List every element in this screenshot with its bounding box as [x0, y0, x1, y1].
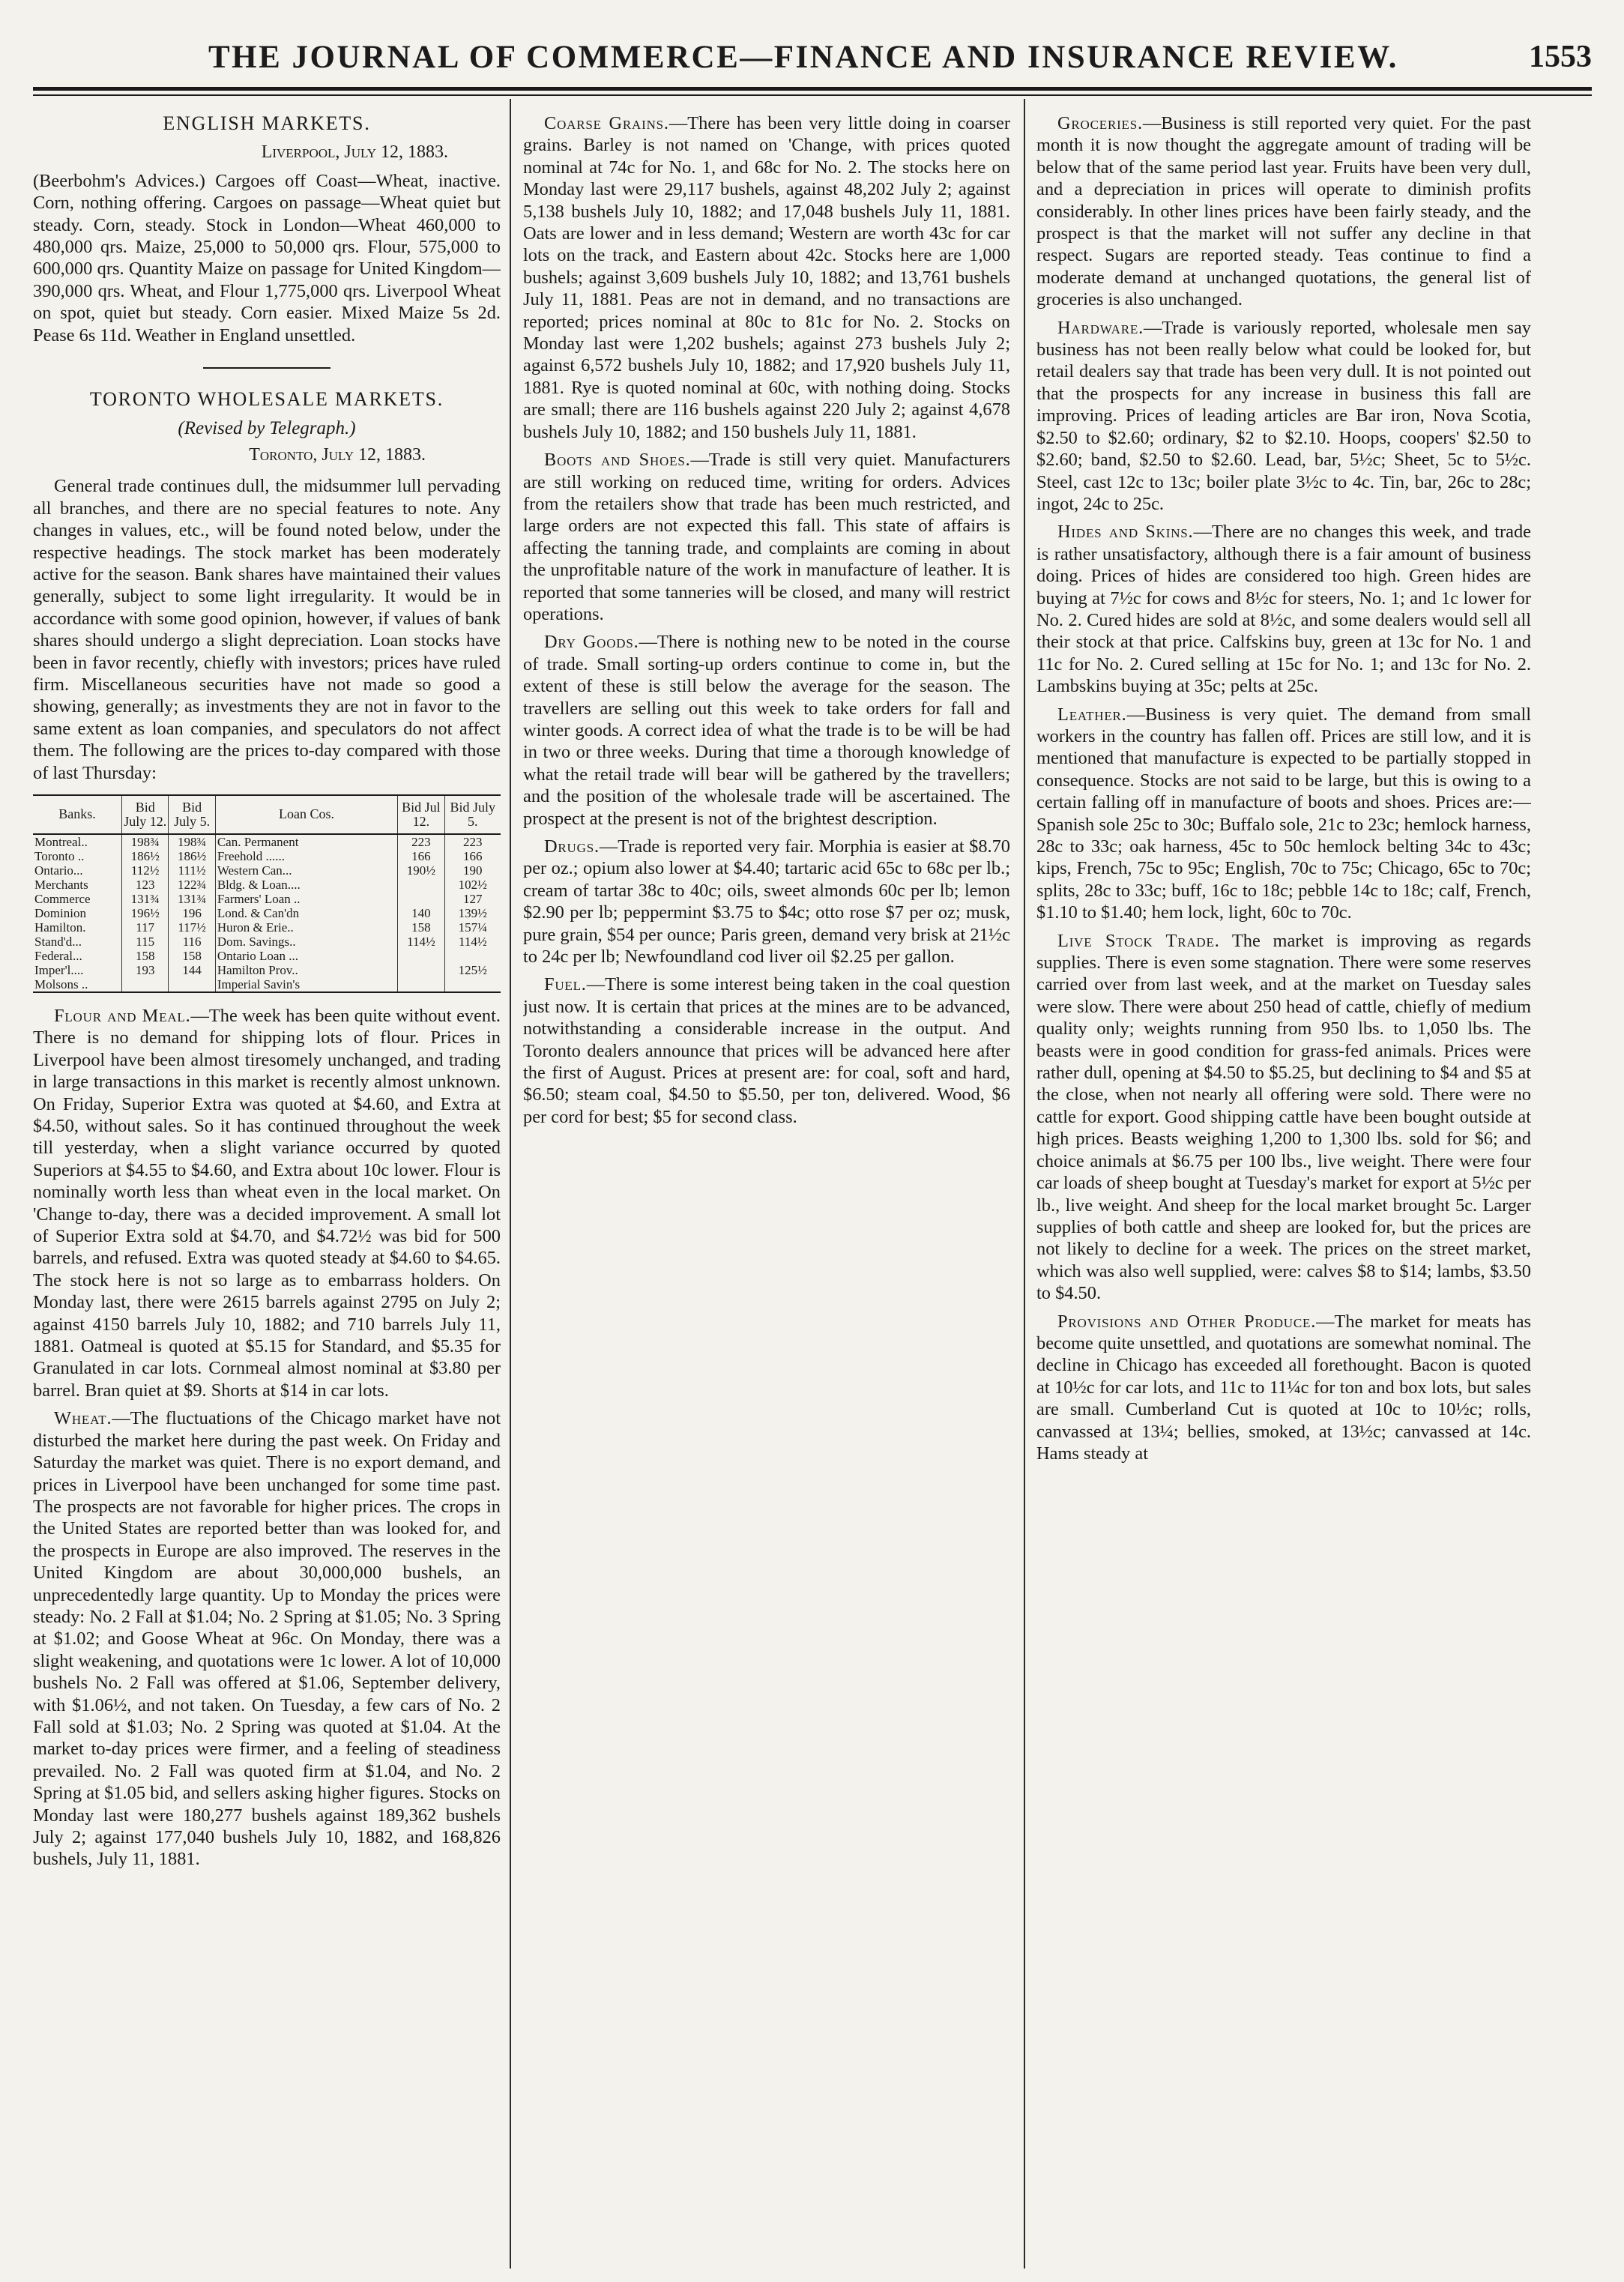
header-rule-thick	[33, 87, 1592, 91]
table-cell: Western Can...	[215, 863, 397, 878]
table-cell: 166	[398, 849, 444, 863]
table-row	[33, 834, 501, 849]
stock-table-header-cell: Bid July 5.	[169, 796, 215, 834]
table-cell: 190½	[398, 863, 444, 878]
section-lead: Coarse Grains.	[544, 113, 669, 133]
column-one	[33, 112, 501, 2263]
table-row	[33, 906, 501, 920]
table-cell: Merchants	[34, 877, 88, 892]
stock-table-body	[33, 834, 501, 991]
section-lead: Leather.	[1057, 704, 1127, 725]
wheat-section	[33, 1407, 501, 1871]
section-text: —There is nothing new to be noted in the course of trade. Small sorting-up orders continue to come in, but the extent of these is still below the average for the season. The travellers are selling out this week to take orders for fall and winter goods. A correct idea of what the trade is to be will be had in two or three weeks. During that time a thorough knowledge of what the retail trade will bear will be gathered by the travellers; and the position of the wholesale trade will be ascertained. The prospect at the present is not of the brightest description.	[523, 632, 1010, 829]
table-cell: 125½	[444, 963, 501, 977]
table-cell: Freehold ......	[215, 849, 397, 863]
column-divider	[1024, 99, 1025, 2269]
table-cell: Commerce	[34, 891, 91, 906]
table-cell: Ontario...	[34, 863, 83, 878]
section-text: —Business is very quiet. The demand from small workers in the country has fallen off. Prices are still low, and it is mentioned that manufacture is expected to be partially stopped in consequence. Stocks are not said to be large, but this is owing to a certain falling off in manufacture of boots and shoes. Prices are:—Spanish sole 25c to 30c; Buffalo sole, 21c to 23c; hemlock harness, 28c to 33c; oak harness, 45c to 50c hemlock belting 34c to 43c; kips, French, 75c to 95c; English, 70c to 75c; Chicago, 65c to 70c; splits, 28c to 33c; buff, 16c to 18c; pebble 14c to 18c; calf, French, $1.10 to $1.40; hem lock, light, 60c to 70c.	[1036, 704, 1531, 923]
table-cell: 127	[444, 892, 501, 906]
table-cell: 140	[398, 906, 444, 920]
section-text: —Business is still reported very quiet. For the past month it is now thought the aggregate amount of trading will be below that of the same period last year. Fruits have been very dull, and a depreciation in prices will operate to diminish profits considerably. In other lines prices have been fairly steady, and the prospect is that the market will not suffer any decline in that respect. Sugars are reported steady. Teas continue to find a moderate demand at unchanged quotations, the general list of groceries is also unchanged.	[1036, 113, 1531, 310]
table-cell: Molsons ..	[34, 977, 88, 991]
table-cell: Hamilton Prov..	[215, 963, 397, 977]
table-cell	[398, 977, 444, 991]
table-cell: 123	[122, 878, 169, 892]
table-cell	[444, 949, 501, 963]
toronto-markets-heading: TORONTO WHOLESALE MARKETS.	[89, 388, 444, 411]
table-cell: 116	[169, 935, 215, 949]
table-cell: 158	[122, 949, 169, 963]
table-cell: 198¾	[122, 834, 169, 849]
table-cell: 139½	[444, 906, 501, 920]
table-cell	[398, 963, 444, 977]
table-cell: 122¾	[169, 878, 215, 892]
table-cell: 186½	[169, 849, 215, 863]
dry-goods-section	[523, 631, 1010, 830]
table-row	[33, 878, 501, 892]
table-cell: 117	[122, 920, 169, 935]
table-cell: Stand'd...	[34, 934, 82, 949]
stock-table-header-cell: Loan Cos.	[215, 796, 397, 834]
section-text: —The market for meats has become quite unsettled, and quotations are somewhat nominal. The decline in Chicago has exceeded all forethought. Bacon is quoted at 10½c for car lots, and 11c to 11¼c for ton and box lots, but sales are small. Cumberland Cut is quoted at 10c to 10½c; rolls, canvassed at 13¼; bellies, smoked, at 13½c; canvassed at 14c. Hams steady at	[1036, 1311, 1531, 1464]
table-row	[33, 892, 501, 906]
table-cell: 190	[444, 863, 501, 878]
section-text: —There is some interest being taken in the coal question just now. It is certain that prices at the mines are to be advanced, notwithstanding a considerable increase in the output. And Toronto dealers announce that prices will be advanced here after the first of August. Prices at present are: for coal, soft and hard, $6.50; steam coal, $4.50 to $5.50, per ton, delivered. Wood, $6 per cord for best; $5 for second class.	[523, 974, 1010, 1127]
section-text: The market is improving as regards supplies. There is even some stagnation. There were some reserves carried over from last week, and at the market on Tuesday sales were slow. There were about 250 head of cattle, chiefly of medium quality only; weights running from 950 lbs. to 1,050 lbs. The beasts were in good condition for grass-fed animals. Prices were rather dull, opening at $4.50 to $5.25, but declining to $4 and $5 at the close, when not nearly all offering were sold. There were no cattle for export. Good shipping cattle have been bought outside at high prices. Beasts weighing 1,200 to 1,300 lbs. sold for $6; and choice animals at $6.75 per 100 lbs., live weight. There were four car loads of sheep bought at Tuesday's market for export at 5½c per lb., live weight. And sheep for the local market brought 5c. Larger supplies of both cattle and sheep are looked for, but the prices are not likely to decline for a week. The prices on the street market, which was also well supplied, were: calves $8 to $14; lambs, $3.50 to $4.50.	[1036, 930, 1531, 1304]
section-text: —Trade is still very quiet. Manufacturers are still working on reduced time, writing for orders. Advices from the retailers show that trade has been much restricted, and large orders are not expected this fall. This state of affairs is affecting the tanning trade, and complaints are coming in about the unprofitable nature of the work in manufacture of leather. It is reported that some tanneries will be closed, and many will restrict operations.	[523, 450, 1010, 624]
section-text: —Trade is reported very fair. Morphia is easier at $8.70 per oz.; opium also lower at $4.40; tartaric acid 65c to 68c per lb.; cream of tartar 38c to 40c; oils, sweet almonds 60c per lb; lemon $2.90 per lb; peppermint $3.75 to $4c; otto rose $7 per oz; musk, pure grain, $54 per ounce; Paris green, demand very brisk at 21½c to 24c per lb; Newfoundland cod liver oil $2.25 per gallon.	[523, 836, 1010, 968]
page-header	[33, 39, 1592, 84]
section-lead: Flour and Meal.	[54, 1005, 191, 1026]
table-cell: Imper'l....	[34, 962, 84, 977]
table-cell: Federal...	[34, 948, 82, 963]
table-cell	[122, 977, 169, 991]
table-row	[33, 977, 501, 991]
live-stock-section	[1036, 930, 1531, 1305]
table-cell	[398, 892, 444, 906]
stock-table-header-cell: Bid July 5.	[444, 796, 501, 834]
boots-and-shoes-section	[523, 449, 1010, 625]
section-lead: Hides and Skins.	[1057, 522, 1194, 543]
table-cell: Montreal..	[34, 834, 88, 849]
table-row	[33, 949, 501, 963]
page-number: 1553	[1529, 40, 1592, 74]
toronto-markets-body: General trade continues dull, the midsummer lull pervading all branches, and there are no special features to note. Any changes in values, etc., will be found noted below, under the respective headings. The stock market has been moderately active for the season. Bank shares have maintained their values generally, subject to some light irregularity. It would be in accordance with some good opinion, however, if values of bank shares should undergo a slight depreciation. Loan stocks have been in favor recently, chiefly with investors; prices have ruled firm. Miscellaneous securities have not made so good a showing, generally; as investments they are not in favor to the same extent as loan companies, and speculators do not affect them. The following are the prices to-day compared with those of last Thursday:	[33, 476, 501, 783]
section-lead: Drugs.	[544, 836, 600, 857]
stock-table-header-row	[33, 796, 501, 834]
table-cell: 198¾	[169, 834, 215, 849]
section-lead: Hardware.	[1057, 317, 1144, 338]
table-cell: 117½	[169, 920, 215, 935]
table-cell: 157¼	[444, 920, 501, 935]
section-divider	[203, 367, 330, 369]
table-cell	[444, 977, 501, 991]
table-cell: 223	[444, 834, 501, 849]
table-cell: 114½	[398, 935, 444, 949]
stock-table-header-cell: Banks.	[33, 796, 122, 834]
section-text: —The week has been quite without event. There is no demand for shipping lots of flour. Prices in Liverpool have been almost tiresomely unchanged, and trading in large transactions in this market is recently almost unknown. On Friday, Superior Extra was quoted at $4.60, and Extra at $4.50, without sales. So it has continued throughout the week till yesterday, when a slight variance occurred by quoted Superiors at $4.55 to $4.60, and Extra about 10c lower. Flour is nominally worth less than wheat even in the local market. On 'Change to-day, there was a decided improvement. A small lot of Superior Extra sold at $4.70, and $4.72½ was bid for 500 barrels, and refused. Extra was quoted steady at $4.60 to $4.65. The stock here is not so large as to embarrass holders. On Monday last, there were 2615 barrels against 2795 on July 2; against 4150 barrels July 10, 1882; and 710 barrels July 11, 1881. Oatmeal is quoted at $5.15 for Standard, and $5.35 for Granulated in car lots. Cornmeal almost nominal at $3.80 per barrel. Bran quiet at $9. Shorts at $14 in car lots.	[33, 1005, 501, 1401]
leather-section	[1036, 704, 1531, 924]
section-lead: Groceries.	[1057, 113, 1143, 133]
table-cell: 112½	[122, 863, 169, 878]
section-lead: Provisions and Other Produce.	[1057, 1311, 1317, 1332]
table-cell: 131¾	[169, 892, 215, 906]
toronto-markets-subhead: (Revised by Telegraph.)	[178, 418, 356, 439]
table-row	[33, 935, 501, 949]
table-row	[33, 849, 501, 863]
hardware-section	[1036, 317, 1531, 516]
table-cell: 186½	[122, 849, 169, 863]
journal-title: THE JOURNAL OF COMMERCE—FINANCE AND INSURANCE REVIEW.	[208, 40, 1398, 75]
table-cell: 223	[398, 834, 444, 849]
table-cell: Hamilton.	[34, 920, 86, 935]
table-cell: Farmers' Loan ..	[215, 892, 397, 906]
section-lead: Wheat.	[54, 1408, 112, 1429]
table-cell: 158	[398, 920, 444, 935]
section-text: —There has been very little doing in coarser grains. Barley is not named on 'Change, with prices quoted nominal at 74c for No. 1, and 68c for No. 2. The stocks here on Monday last were 29,117 bushels, against 48,202 July 2; against 5,138 bushels July 10, 1882; and 17,048 bushels July 11, 1881. Oats are lower and in less demand; Western are worth 43c for car lots on the track, and Eastern about 42c. Stocks here are 1,000 bushels; against 3,609 bushels July 10, 1882; and 13,761 bushels July 11, 1881. Peas are not in demand, and no transactions are reported; prices nominal at 80c to 81c for No. 2. Stocks on Monday last were 1,202 bushels; against 273 bushels July 2; against 6,572 bushels July 10, 1882; and 17,920 bushels July 11, 1881. Rye is quoted nominal at 60c, with nothing doing. Stocks are small; there are 116 bushels against 220 July 2; against 4,678 bushels July 10, 1882; and 150 bushels July 11, 1881.	[523, 113, 1010, 442]
table-cell	[169, 977, 215, 991]
fuel-section	[523, 974, 1010, 1128]
column-two	[523, 112, 1010, 2263]
table-row	[33, 863, 501, 878]
section-lead: Live Stock Trade.	[1057, 930, 1220, 951]
english-markets-dateline: Liverpool, July 12, 1883.	[261, 142, 448, 163]
stock-table-header-cell: Bid Jul 12.	[398, 796, 444, 834]
table-cell: 196½	[122, 906, 169, 920]
table-row	[33, 920, 501, 935]
section-lead: Boots and Shoes.	[544, 450, 691, 471]
table-cell: Toronto ..	[34, 848, 85, 863]
table-cell: Ontario Loan ...	[215, 949, 397, 963]
toronto-markets-dateline: Toronto, July 12, 1883.	[249, 444, 426, 465]
column-divider	[510, 99, 511, 2269]
table-cell: Dom. Savings..	[215, 935, 397, 949]
header-rule-thin	[33, 94, 1592, 96]
table-cell	[398, 949, 444, 963]
table-cell: 193	[122, 963, 169, 977]
table-cell: 111½	[169, 863, 215, 878]
table-cell: 196	[169, 906, 215, 920]
coarse-grains-section	[523, 112, 1010, 443]
section-lead: Fuel.	[544, 974, 587, 995]
table-cell: Dominion	[34, 905, 86, 920]
provisions-section	[1036, 1311, 1531, 1465]
table-cell: Bldg. & Loan....	[215, 878, 397, 892]
table-cell: 166	[444, 849, 501, 863]
table-row	[33, 963, 501, 977]
english-markets-heading: ENGLISH MARKETS.	[163, 112, 371, 134]
stock-table-header-cell: Bid July 12.	[122, 796, 169, 834]
table-cell: 114½	[444, 935, 501, 949]
table-cell: 158	[169, 949, 215, 963]
column-three	[1036, 112, 1531, 2263]
english-markets-body: (Beerbohm's Advices.) Cargoes off Coast—Wheat, inactive. Corn, nothing offering. Cargoes on passage—Wheat quiet but steady. Corn, steady. Stock in London—Wheat 460,000 to 480,000 qrs. Maize, 25,000 to 50,000 qrs. Flour, 575,000 to 600,000 qrs. Quantity Maize on passage for United Kingdom—390,000 qrs. Wheat, and Flour 1,775,000 qrs. Liverpool Wheat on spot, quiet but steady. Corn easier. Mixed Maize 5s 2d. Pease 6s 11d. Weather in England unsettled.	[33, 170, 501, 345]
flour-and-meal-section	[33, 1005, 501, 1401]
stock-price-table	[33, 794, 501, 993]
section-lead: Dry Goods.	[544, 632, 639, 653]
table-cell: 131¾	[122, 892, 169, 906]
table-cell	[398, 878, 444, 892]
table-cell: 144	[169, 963, 215, 977]
table-cell: Lond. & Can'dn	[215, 906, 397, 920]
section-text: —Trade is variously reported, wholesale men say business has not been really below what could be looked for, but retail dealers say that trade has been very dull. It is not pointed out that the prospects for any increase in business this fall are improving. Prices of leading articles are Bar iron, Nova Scotia, $2.50 to $2.60; ordinary, $2 to $2.10. Hoops, coopers' $2.50 to $2.60; band, $2.50 to $2.60. Lead, bar, 5½c; Sheet, 5c to 5½c. Steel, cast 12c to 13c; boiler plate 3½c to 4c. Tin, bar, 26c to 28c; ingot, 24c to 25c.	[1036, 317, 1531, 514]
table-cell: Can. Permanent	[215, 834, 397, 849]
table-cell: 102½	[444, 878, 501, 892]
groceries-section	[1036, 112, 1531, 311]
table-cell: Huron & Erie..	[215, 920, 397, 935]
drugs-section	[523, 836, 1010, 968]
section-text: —There are no changes this week, and trade is rather unsatisfactory, although there is a fair amount of business doing. Prices of hides are considered too high. Green hides are buying at 7½c for cows and 8½c for steers, No. 1; and 1c lower for No. 2. Cured hides are sold at 8½c, and some dealers would sell all their stock at that price. Calfskins buy, green at 13c for No. 1 and 11c for No. 2. Cured selling at 15c for No. 1; and 13c for No. 2. Lambskins buying at 35c; pelts at 25c.	[1036, 522, 1531, 697]
hides-and-skins-section	[1036, 521, 1531, 697]
table-cell: 115	[122, 935, 169, 949]
table-cell: Imperial Savin's	[215, 977, 397, 991]
section-text: —The fluctuations of the Chicago market have not disturbed the market here during the past week. On Friday and Saturday the market was quiet. There is no export demand, and prices in Liverpool have been unchanged for some time past. The prospects are not favorable for higher prices. The crops in the United States are reported better than was looked for, and the prospects in Europe are also improved. The reserves in the United Kingdom are about 30,000,000 bushels, an unprecedentedly large quantity. Up to Monday the prices were steady: No. 2 Fall at $1.04; No. 2 Spring at $1.05; No. 3 Spring at $1.02; and Goose Wheat at 96c. On Monday, there was a slight weakening, and quotations were 1c lower. A lot of 10,000 bushels No. 2 Fall was offered at $1.06, September delivery, with $1.06½, and not taken. On Tuesday, a few cars of No. 2 Fall sold at $1.03; No. 2 Spring was quoted at $1.04. At the market to-day prices were firmer, and a feeling of steadiness prevailed. No. 2 Fall was quoted firm at $1.04, and No. 2 Spring at $1.05 bid, and sellers asking higher figures. Stocks on Monday last were 180,277 bushels against 189,362 bushels July 2; against 177,040 bushels July 10, 1882, and 168,826 bushels, July 11, 1881.	[33, 1408, 501, 1870]
